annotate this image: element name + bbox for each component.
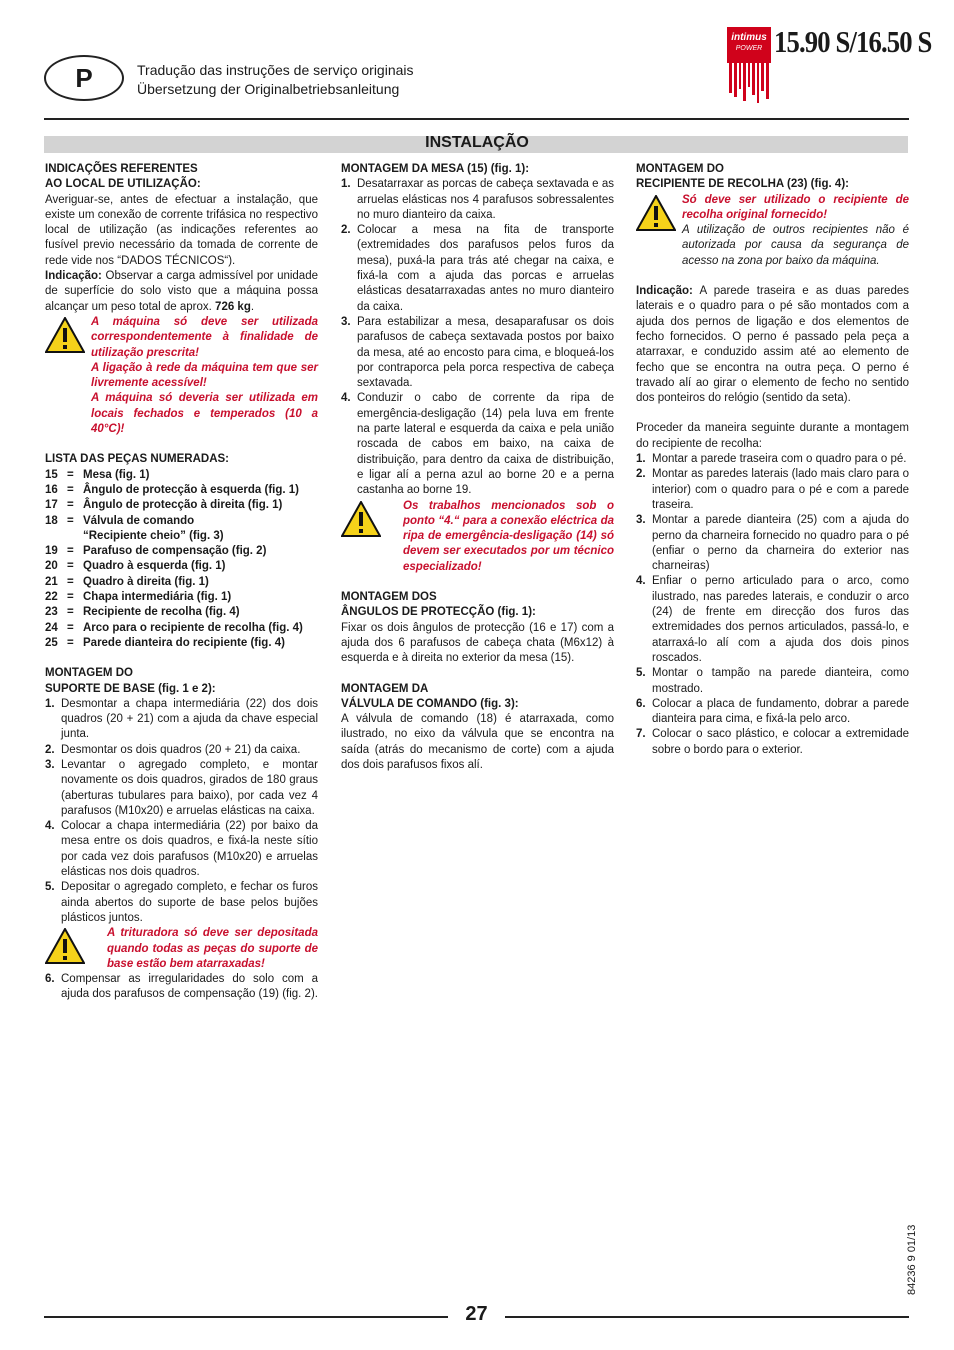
parts-num: 23 xyxy=(45,606,58,619)
step-item xyxy=(341,177,614,223)
heading-parts: LISTA DAS PEÇAS NUMERADAS: xyxy=(45,453,230,466)
paragraph-procedure: Proceder da maneira seguinte durante a montagem do recipiente de recolha: xyxy=(636,422,909,450)
header-line-2: Übersetzung der Originalbetriebsanleitung xyxy=(137,81,400,97)
heading-base-1: MONTAGEM DO xyxy=(45,667,133,680)
step-text: Desmontar a chapa intermediária (22) dos dois quadros (20 + 21) com a ajuda da chave especial junta. xyxy=(61,697,318,741)
steps-list xyxy=(45,972,318,1003)
step-number: 1. xyxy=(636,453,646,466)
parts-row xyxy=(45,590,318,605)
parts-num: 20 xyxy=(45,560,58,573)
parts-label: “Recipiente cheio” (fig. 3) xyxy=(83,529,224,542)
parts-row xyxy=(45,514,318,529)
model-title: 15.90 S/16.50 S xyxy=(774,24,932,59)
parts-eq: = xyxy=(67,468,74,481)
heading-bin-1: MONTAGEM DO xyxy=(636,163,724,175)
parts-label: Parafuso de compensação (fig. 2) xyxy=(83,545,267,558)
warning-icon xyxy=(636,195,676,231)
heading-angles-1: MONTAGEM DOS xyxy=(341,591,437,604)
warning-text: A ligação à rede da máquina tem que ser livremente acessível! xyxy=(91,361,318,390)
parts-eq: = xyxy=(67,483,74,496)
paragraph-load xyxy=(45,269,318,315)
parts-num: 25 xyxy=(45,636,58,649)
step-text: Montar a parede traseira com o quadro para o pé. xyxy=(652,453,907,466)
parts-eq: = xyxy=(67,636,74,649)
parts-row xyxy=(45,544,318,559)
heading-site-1: INDICAÇÕES REFERENTES xyxy=(45,163,198,175)
step-number: 5. xyxy=(636,667,646,680)
step-text: Colocar a chapa intermediária (22) por baixo da mesa entre os dois quadros, e fixá-la neste sítio por cada vez dois parafusos (M10x20) e arruelas elásticas nos dois quadros. xyxy=(61,820,318,879)
parts-row xyxy=(45,483,318,498)
parts-label: Ângulo de protecção à esquerda (fig. 1) xyxy=(83,483,299,496)
warning-text: A máquina só deve ser utilizada correspondentemente à finalidade de utilização prescrita! xyxy=(91,315,318,359)
parts-label: Quadro à esquerda (fig. 1) xyxy=(83,560,226,573)
steps-list xyxy=(45,697,318,926)
warning-block xyxy=(45,315,318,437)
header-line-1: Tradução das instruções de serviço originais xyxy=(137,62,414,78)
paragraph-angles: Fixar os dois ângulos de protecção (16 e 17) com a ajuda dos 6 parafusos de cabeça chata (M6x12) à esquerda e à direita no exterior da mesa (15). xyxy=(341,621,614,665)
parts-label: Chapa intermediária (fig. 1) xyxy=(83,591,232,604)
column-2 xyxy=(341,162,614,773)
parts-list xyxy=(45,468,318,652)
step-text: Montar a parede dianteira (25) com a ajuda do perno da charneira fornecido no quadro para o pé (enfiar o perno da charneira do exterior nas charneiras) xyxy=(652,514,909,573)
warning-text: Só deve ser utilizado o recipiente de recolha original fornecido! xyxy=(682,193,909,221)
parts-eq: = xyxy=(67,514,74,527)
parts-num: 19 xyxy=(45,545,58,558)
parts-row xyxy=(45,605,318,620)
parts-eq: = xyxy=(67,591,74,604)
step-number: 5. xyxy=(45,881,55,894)
language-badge xyxy=(44,55,124,101)
step-text: Para estabilizar a mesa, desaparafusar os dois parafusos de cabeça sextavada postos por baixo da mesa, até ao encosto para cima, e bloqueá-los por contraporca pela porca respectiva de cabeça sextavada. xyxy=(357,315,614,390)
section-title: INSTALAÇÃO xyxy=(425,134,529,151)
step-item xyxy=(636,513,909,574)
footer-rule-right xyxy=(505,1316,909,1318)
steps-list xyxy=(341,177,614,498)
step-item xyxy=(45,697,318,743)
parts-row xyxy=(45,636,318,651)
parts-eq: = xyxy=(67,499,74,512)
step-text: Compensar as irregularidades do solo com a ajuda dos parafusos de compensação (19) (fig. 2). xyxy=(61,973,318,1001)
logo-brand: intimus xyxy=(731,32,767,43)
step-item xyxy=(45,819,318,880)
warning-block xyxy=(341,499,614,575)
parts-label: Recipiente de recolha (fig. 4) xyxy=(83,606,240,619)
footer-rule-left xyxy=(44,1316,448,1318)
step-text: Desmontar os dois quadros (20 + 21) da caixa. xyxy=(61,743,301,756)
warning-block xyxy=(45,926,318,972)
heading-angles-2: ÂNGULOS DE PROTECÇÃO (fig. 1): xyxy=(341,606,536,619)
step-item xyxy=(636,467,909,513)
steps-list xyxy=(636,452,909,758)
step-number: 4. xyxy=(45,820,55,833)
step-item xyxy=(341,315,614,391)
document-number: 84236 9 01/13 xyxy=(906,1224,918,1295)
note-label: Indicação: xyxy=(45,270,102,283)
warning-icon xyxy=(45,928,85,964)
parts-label: Ângulo de protecção à direita (fig. 1) xyxy=(83,499,283,512)
parts-label: Arco para o recipiente de recolha (fig. 4) xyxy=(83,621,303,634)
heading-valve-2: VÁLVULA DE COMANDO (fig. 3): xyxy=(341,697,519,710)
paragraph-note xyxy=(636,284,909,406)
note-end: . xyxy=(250,300,255,313)
warning-icon xyxy=(341,501,381,537)
step-text: Montar as paredes laterais (lado mais claro para o interior) com o quadro para o pé e com a parede traseira. xyxy=(652,468,909,511)
parts-row xyxy=(45,529,318,544)
parts-num: 17 xyxy=(45,499,58,512)
step-item xyxy=(45,972,318,1003)
parts-num: 18 xyxy=(45,514,58,527)
weight-value: 726 kg xyxy=(215,300,251,313)
parts-eq: = xyxy=(67,560,74,573)
step-text: Montar o tampão na parede dianteira, como mostrado. xyxy=(652,667,909,695)
parts-eq: = xyxy=(67,575,74,588)
parts-eq xyxy=(67,529,83,544)
parts-label: Quadro à direita (fig. 1) xyxy=(83,575,209,588)
parts-label: Parede dianteira do recipiente (fig. 4) xyxy=(83,636,285,649)
paragraph-valve: A válvula de comando (18) é atarraxada, como ilustrado, no eixo da válvula que se encontra na saída (atrás do mecanismo de corte) com a ajuda dos dois parafusos fixos alí. xyxy=(341,713,614,771)
step-number: 4. xyxy=(341,392,351,405)
step-text: Colocar a placa de fundamento, dobrar a parede dianteira para cima, e fixá-la pelo arco. xyxy=(652,697,909,726)
language-code: P xyxy=(75,62,93,93)
column-3 xyxy=(636,162,909,758)
parts-row xyxy=(45,498,318,513)
warning-text: A trituradora só deve ser depositada quando todas as peças do suporte de base estão bem atarraxadas! xyxy=(107,927,318,970)
heading-site-2: AO LOCAL DE UTILIZAÇÃO: xyxy=(45,178,201,191)
step-number: 6. xyxy=(636,697,646,710)
note-text: A parede traseira e as duas paredes laterais e o quadro para o pé são montados com a ajuda dos pernos de ligação e dos elementos de fecho fornecidos. O perno é passado pela peça a atarraxar, e conduzido assim até ao elemento de fecho que se encontra na outra peça. O perno é travado alí ao girar o elemento de fecho no sentido dos ponteiros do relógio (sentido da seta). xyxy=(636,285,909,405)
step-number: 1. xyxy=(45,697,55,710)
parts-eq: = xyxy=(67,606,74,619)
heading-valve-1: MONTAGEM DA xyxy=(341,682,429,695)
parts-num: 21 xyxy=(45,575,58,588)
parts-row xyxy=(45,559,318,574)
step-item xyxy=(636,574,909,666)
step-item xyxy=(45,880,318,926)
step-number: 2. xyxy=(636,468,646,481)
note-label: Indicação: xyxy=(636,285,693,298)
warning-text: A máquina só deveria ser utilizada em locais fechados e temperados (10 a 40°C)! xyxy=(91,392,318,436)
step-number: 2. xyxy=(45,743,55,756)
parts-eq: = xyxy=(67,545,74,558)
page-number: 27 xyxy=(465,1303,488,1325)
step-text: Conduzir o cabo de corrente da ripa de emergência-desligação (14) pela luva em frente na parte lateral e esquerda da caixa e pela união roscada de cabos em baixo, na caixa de distribuição, para dentro da caixa de distribuição, e ligar alí a perna azul ao borne 20 e a perna castanha ao borne 19. xyxy=(357,392,614,497)
parts-row xyxy=(45,575,318,590)
parts-num xyxy=(45,529,67,544)
step-number: 4. xyxy=(636,575,646,588)
parts-num: 15 xyxy=(45,468,58,481)
paragraph-site: Averiguar-se, antes de efectuar a instalação, que existe um conexão de corrente trifásica no respectivo local de utilização (as indicações referentes ao fusível previo necessário da tomada de corrente de rede vide nos “DADOS TÉCNICOS“). xyxy=(45,193,318,267)
parts-row xyxy=(45,468,318,483)
heading-table: MONTAGEM DA MESA (15) (fig. 1): xyxy=(341,163,530,175)
step-number: 7. xyxy=(636,728,646,741)
parts-eq: = xyxy=(67,621,74,634)
intimus-logo xyxy=(727,27,771,107)
parts-label: Mesa (fig. 1) xyxy=(83,468,150,481)
step-item xyxy=(636,727,909,758)
step-number: 6. xyxy=(45,973,55,986)
heading-bin-2: RECIPIENTE DE RECOLHA (23) (fig. 4): xyxy=(636,178,849,191)
heading-base-2: SUPORTE DE BASE (fig. 1 e 2): xyxy=(45,682,216,695)
step-text: Colocar a mesa na fita de transporte (extremidades dos parafusos pelos furos da mesa), puxá-la para trás até chegar na caixa, e fixá-la com a ajuda das porcas e arruelas elásticas desatarraxadas antes no muro dianteiro da caixa. xyxy=(357,224,614,313)
step-item xyxy=(636,666,909,697)
step-item xyxy=(341,391,614,498)
parts-num: 22 xyxy=(45,591,58,604)
parts-row xyxy=(45,621,318,636)
step-text: Enfiar o perno articulado para o arco, como ilustrado, nas paredes laterais, e conduzir o arco (24) de frente em direcção dos furos das extremidades dos pernos articulados, passá-lo, e atarraxá-lo alí com a ajuda dos dois pinos roscados. xyxy=(652,575,909,664)
warning-icon xyxy=(45,317,85,353)
step-item xyxy=(636,697,909,728)
step-item xyxy=(636,452,909,467)
step-item xyxy=(45,758,318,819)
step-item xyxy=(341,223,614,315)
step-number: 3. xyxy=(45,758,55,771)
step-text: Levantar o agregado completo, e montar novamente os dois quadros, girados de 180 graus (aberturas tubulares para baixo), por cada vez 4 parafusos (M10x20) e arruelas elásticas na caixa. xyxy=(61,758,318,817)
warning-block xyxy=(636,193,909,269)
logo-sub: POWER xyxy=(735,45,763,52)
parts-num: 16 xyxy=(45,483,58,496)
step-text: Depositar o agregado completo, e fechar os furos ainda abertos do suporte de base pelos bujões plásticos juntos. xyxy=(61,881,318,924)
step-number: 1. xyxy=(341,178,351,191)
step-number: 3. xyxy=(341,315,351,328)
parts-num: 24 xyxy=(45,621,58,634)
warning-note: A utilização de outros recipientes não é autorizada por causa da segurança de acesso na zona por baixo da máquina. xyxy=(682,224,909,267)
note-text: Observar a carga admissível por unidade de superfície do solo visto que a máquina possa alcançar um peso total de aprox. xyxy=(45,270,318,313)
header-rule xyxy=(44,118,909,120)
step-text: Desatarraxar as porcas de cabeça sextavada e as arruelas elásticas nos 4 parafusos sobressalentes no muro dianteiro da caixa. xyxy=(357,178,614,221)
step-number: 2. xyxy=(341,224,351,237)
column-1 xyxy=(45,162,318,1003)
parts-label: Válvula de comando xyxy=(83,514,195,527)
warning-text: Os trabalhos mencionados sob o ponto “4.“ para a conexão eléctrica da ripa de emergência-desligação (14) só devem ser executados por um técnico especializado! xyxy=(403,499,614,573)
step-number: 3. xyxy=(636,514,646,527)
step-item xyxy=(45,743,318,758)
step-text: Colocar o saco plástico, e colocar a extremidade sobre o bordo para o exterior. xyxy=(652,728,909,756)
